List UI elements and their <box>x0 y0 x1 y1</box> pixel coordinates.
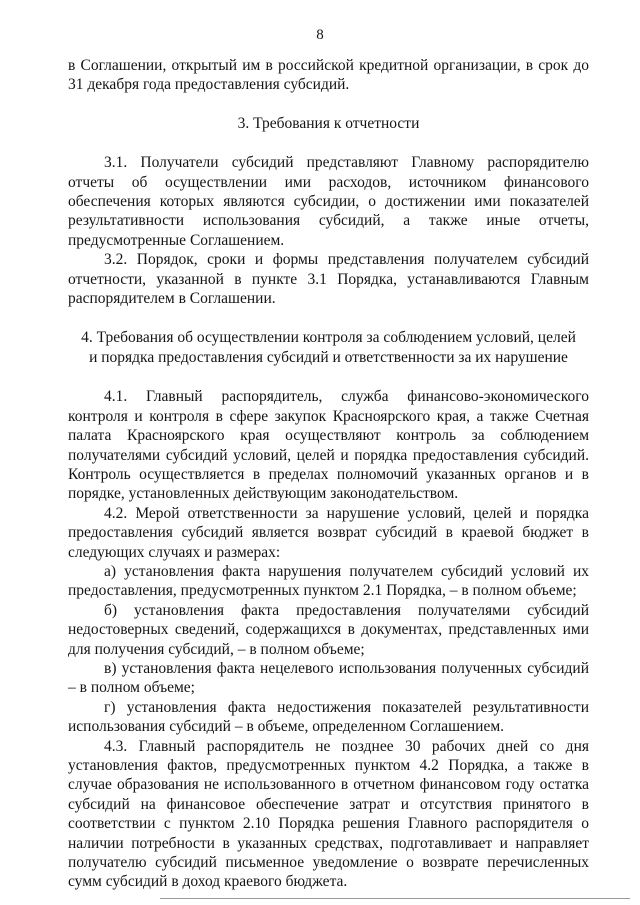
list-item-v: в) установления факта нецелевого использования полученных субсидий – в полном объеме; <box>68 659 589 697</box>
section-4-heading-line1: 4. Требования об осуществлении контроля за соблюдением условий, целей <box>81 329 576 347</box>
paragraph-4-3: 4.3. Главный распорядитель не позднее 30 рабочих дней со дня установления фактов, предусмотренных пунктом 4.2 Порядка, а также в случае образования не использованного в отчетном финансовом году остатка субсидий на финансовое обеспечение затрат и отсутствия принятого в соответствии с пунктом 2.10 Порядка решения Главного распорядителя о наличии потребности в указанных средствах, подготавливает и направляет получателю субсидий письменное уведомление о возврате перечисленных сумм субсидий в доход краевого бюджета. <box>68 737 589 891</box>
section-4-heading-line2: и порядка предоставления субсидий и ответственности за их нарушение <box>89 348 568 366</box>
list-item-g: г) установления факта недостижения показателей результативности использования субсидий – в объеме, определенном Соглашением. <box>68 698 589 736</box>
paragraph-4-2: 4.2. Мерой ответственности за нарушение условий, целей и порядка предоставления субсидий является возврат субсидий в краевой бюджет в следующих случаях и размерах: <box>68 504 589 561</box>
section-3-heading: 3. Требования к отчетности <box>237 114 420 132</box>
document-body <box>68 56 589 892</box>
paragraph-4-1: 4.1. Главный распорядитель, служба финансово-экономического контроля и контроля в сфере закупок Красноярского края, а также Счетная палата Красноярского края осуществляют контроль за соблюдением получателями субсидий условий, целей и порядка предоставления субсидий. Контроль осуществляется в пределах полномочий указанных органов и в порядке, установленных действующим законодательством. <box>68 388 589 503</box>
scan-edge-line <box>160 898 630 899</box>
paragraph-3-2: 3.2. Порядок, сроки и формы представления получателем субсидий отчетности, указанной в пункте 3.1 Порядка, устанавливаются Главным распорядителем в Соглашении. <box>68 251 589 308</box>
section-4-heading <box>68 328 589 367</box>
list-item-b: б) установления факта предоставления получателями субсидий недостоверных сведений, содержащихся в документах, представленных ими для получения субсидий, – в полном объеме; <box>68 601 589 658</box>
page-number: 8 <box>316 27 324 43</box>
paragraph-3-1: 3.1. Получатели субсидий представляют Главному распорядителю отчеты об осуществлении ими расходов, источником финансового обеспечения которых являются субсидии, о достижении ими показателей результативности использования субсидий, а также иные отчеты, предусмотренные Соглашением. <box>68 154 589 249</box>
intro-paragraph: в Соглашении, открытый им в российской кредитной организации, в срок до 31 декабря года предоставления субсидий. <box>68 57 589 94</box>
list-item-a: а) установления факта нарушения получателем субсидий условий их предоставления, предусмотренных пунктом 2.1 Порядка, – в полном объеме; <box>68 562 589 600</box>
